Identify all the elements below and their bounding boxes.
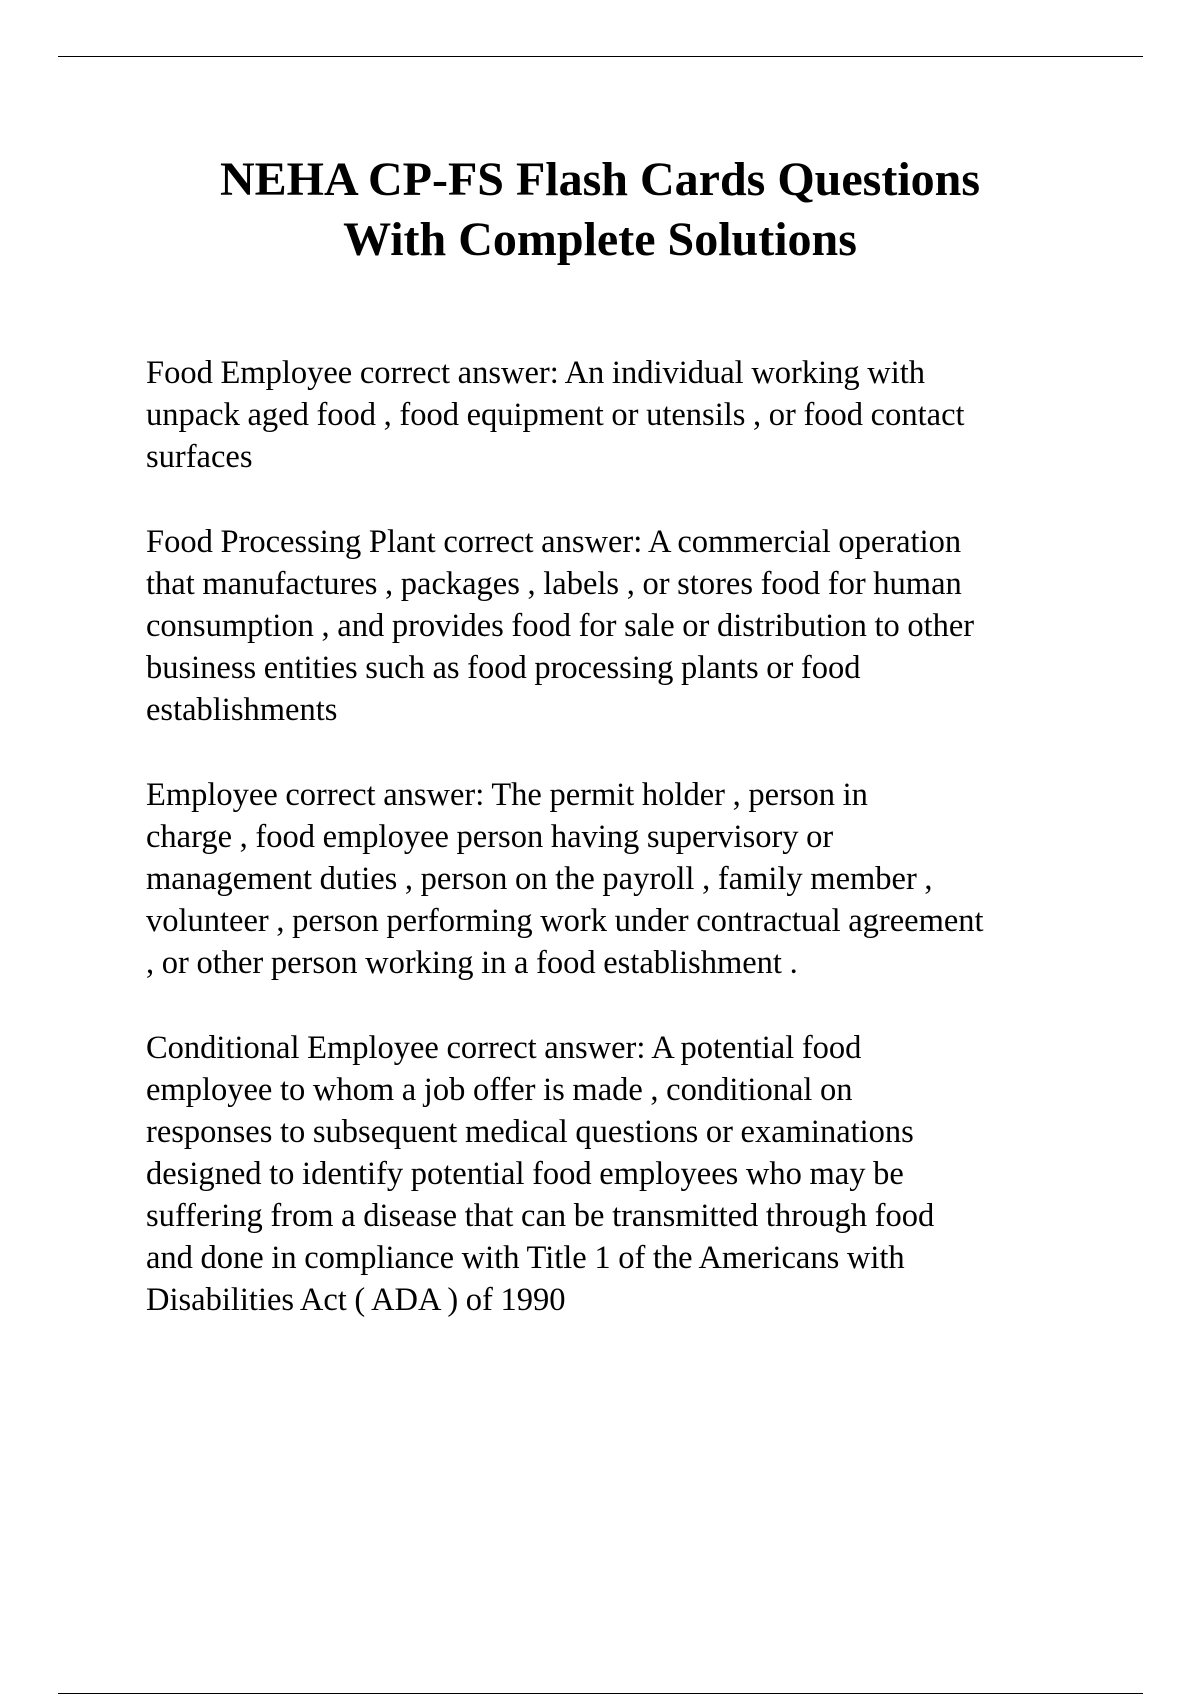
document-title bbox=[100, 150, 1100, 270]
title-line-2: With Complete Solutions bbox=[343, 213, 857, 266]
flashcard-employee bbox=[146, 774, 1096, 984]
text-line: and done in compliance with Title 1 of the Americans with bbox=[146, 1240, 905, 1276]
text-line: volunteer , person performing work under contractual agreement bbox=[146, 903, 984, 939]
flashcard-food-processing-plant bbox=[146, 521, 1096, 731]
text-line: unpack aged food , food equipment or utensils , or food contact bbox=[146, 397, 965, 433]
text-line: Conditional Employee correct answer: A potential food bbox=[146, 1030, 862, 1066]
title-line-1: NEHA CP-FS Flash Cards Questions bbox=[219, 153, 981, 206]
flashcard-list bbox=[146, 352, 1096, 1364]
text-line: , or other person working in a food establishment . bbox=[146, 945, 798, 981]
bottom-divider bbox=[58, 1693, 1143, 1694]
top-divider bbox=[58, 56, 1143, 57]
text-line: that manufactures , packages , labels , or stores food for human bbox=[146, 566, 962, 602]
text-line: responses to subsequent medical questions or examinations bbox=[146, 1114, 914, 1150]
text-line: employee to whom a job offer is made , conditional on bbox=[146, 1072, 853, 1108]
text-line: surfaces bbox=[146, 439, 253, 475]
text-line: Disabilities Act ( ADA ) of 1990 bbox=[146, 1282, 566, 1318]
text-line: designed to identify potential food employees who may be bbox=[146, 1156, 904, 1192]
text-line: suffering from a disease that can be transmitted through food bbox=[146, 1198, 935, 1234]
text-line: establishments bbox=[146, 692, 338, 728]
text-line: business entities such as food processing plants or food bbox=[146, 650, 861, 686]
flashcard-food-employee bbox=[146, 352, 1096, 478]
text-line: Food Processing Plant correct answer: A commercial operation bbox=[146, 524, 962, 560]
text-line: consumption , and provides food for sale or distribution to other bbox=[146, 608, 975, 644]
text-line: charge , food employee person having supervisory or bbox=[146, 819, 834, 855]
text-line: Food Employee correct answer: An individual working with bbox=[146, 355, 926, 391]
flashcard-conditional-employee bbox=[146, 1027, 1096, 1321]
text-line: Employee correct answer: The permit holder , person in bbox=[146, 777, 868, 813]
text-line: management duties , person on the payroll , family member , bbox=[146, 861, 933, 897]
